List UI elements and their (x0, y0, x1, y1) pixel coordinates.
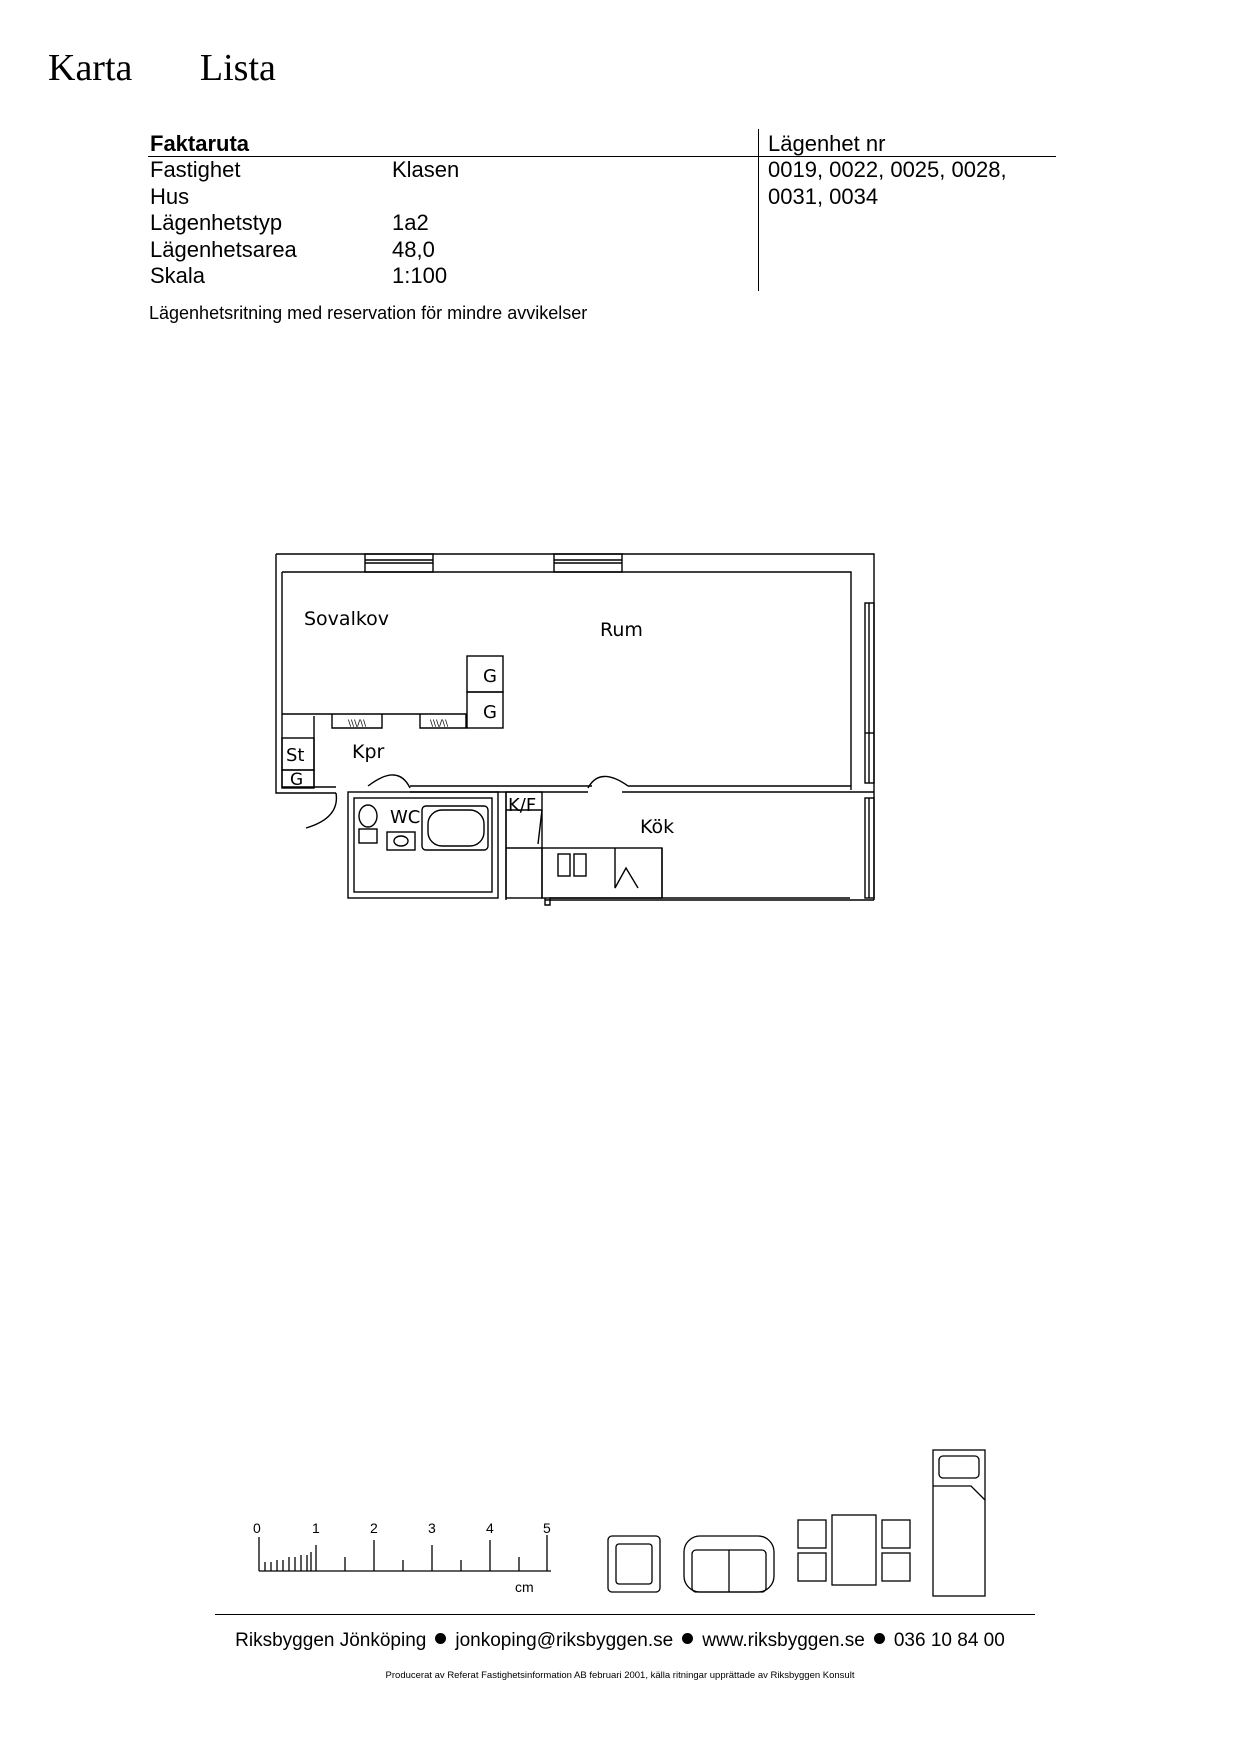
scale-tick-label: 1 (312, 1520, 320, 1536)
dining-table-icon (798, 1515, 910, 1585)
lagenhet-nr-values (768, 157, 1048, 210)
window-top-left (365, 554, 433, 572)
skala-label: Skala (150, 263, 206, 288)
skala-value: 1:100 (392, 263, 448, 288)
footer-contact (0, 1630, 1240, 1652)
lagenhetstyp-value: 1a2 (392, 210, 429, 235)
scale-tick-label: 4 (486, 1520, 494, 1536)
fastighet-value: Klasen (392, 157, 460, 182)
faktaruta-title: Faktaruta (150, 131, 250, 156)
bullet-icon (874, 1633, 885, 1644)
window-right-lower (865, 798, 874, 898)
footer-divider (215, 1614, 1035, 1615)
room-label-wc: WC (390, 807, 421, 828)
room-label-kf: K/F (508, 795, 537, 816)
kpr-door (368, 775, 410, 788)
room-label-kpr: Kpr (352, 741, 385, 763)
room-label-sovalkov: Sovalkov (304, 608, 390, 630)
scale-legend (215, 1440, 1035, 1610)
entrance-door (306, 793, 336, 828)
phone-number: 036 10 84 00 (893, 1630, 1005, 1651)
view-switcher (48, 46, 276, 90)
kitchen-door (588, 776, 628, 788)
column-divider (758, 129, 759, 291)
scale-tick-label: 3 (428, 1520, 436, 1536)
bullet-icon (435, 1633, 446, 1644)
lagenhetstyp-label: Lägenhetstyp (150, 210, 283, 235)
window-top-right (554, 554, 622, 572)
svg-text:\\\/\\: \\\/\\ (430, 719, 449, 729)
svg-text:\\\/\\: \\\/\\ (348, 719, 367, 729)
lagenhet-nr-label: Lägenhet nr (768, 131, 886, 156)
lista-link[interactable]: Lista (199, 47, 276, 89)
karta-link[interactable]: Karta (48, 47, 133, 89)
company-name: Riksbyggen Jönköping (235, 1630, 427, 1651)
scale-tick-label: 0 (253, 1520, 261, 1536)
room-label-kok: Kök (640, 816, 675, 838)
hus-label: Hus (150, 183, 190, 209)
armchair-icon (608, 1536, 660, 1592)
scale-tick-label: 5 (543, 1520, 551, 1536)
fastighet-label: Fastighet (150, 157, 241, 182)
lagenhet-nr-line: 0019, 0022, 0025, 0028, (768, 157, 1007, 182)
website-link[interactable]: www.riksbyggen.se (702, 1630, 865, 1651)
wc-room (348, 792, 498, 898)
lagenhet-nr-line: 0031, 0034 (768, 183, 879, 209)
room-label-st: St (286, 745, 305, 766)
sofa-icon (684, 1536, 774, 1592)
floor-plan (270, 548, 880, 918)
room-label-rum: Rum (600, 619, 643, 641)
scale-bar (253, 1520, 551, 1595)
wardrobes (332, 714, 466, 729)
room-label-g: G (483, 666, 497, 687)
lagenhetsarea-label: Lägenhetsarea (150, 236, 297, 262)
reservation-note: Lägenhetsritning med reservation för mindre avvikelser (149, 303, 588, 323)
bed-icon (933, 1450, 985, 1596)
faktaruta-table (148, 129, 1056, 291)
lagenhetsarea-value: 48,0 (392, 236, 435, 262)
scale-tick-label: 2 (370, 1520, 378, 1536)
email-link[interactable]: jonkoping@riksbyggen.se (455, 1630, 674, 1651)
window-right-upper (865, 603, 874, 783)
producer-note: Producerat av Referat Fastighetsinformation AB februari 2001, källa ritningar upprättade av Riksbyggen Konsult (385, 1670, 855, 1681)
room-label-g: G (290, 770, 304, 790)
bullet-icon (682, 1633, 693, 1644)
scale-unit: cm (515, 1579, 534, 1595)
room-label-g: G (483, 702, 497, 723)
